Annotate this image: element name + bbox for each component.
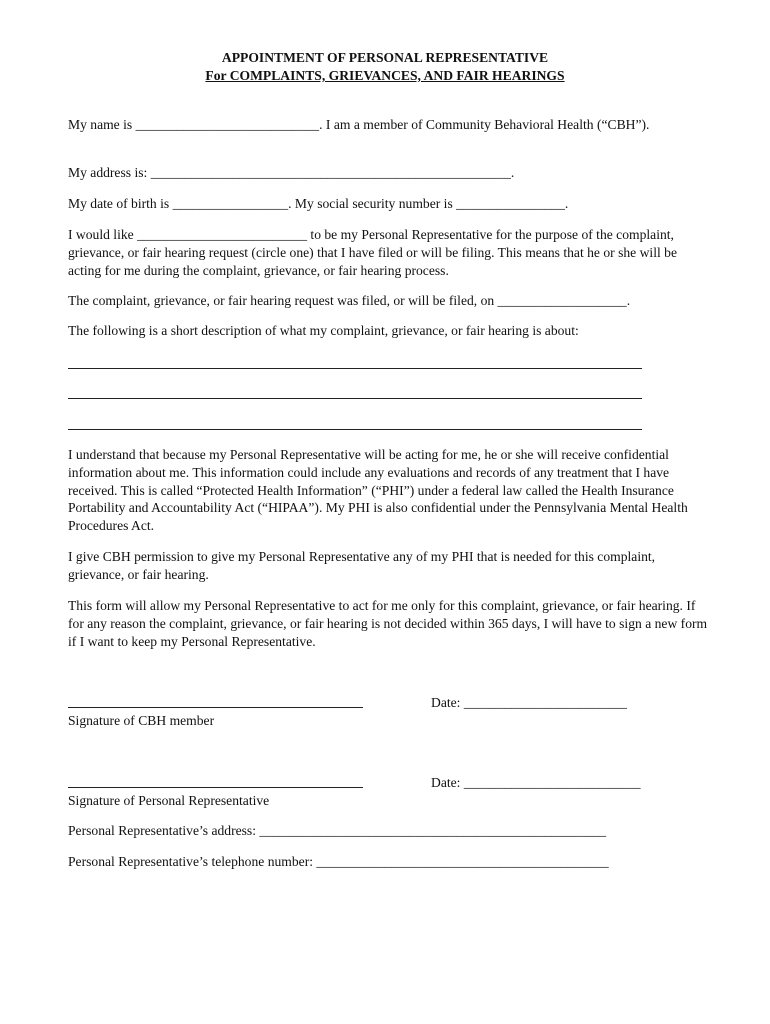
member-name-paragraph: My name is ___________________________. I am a member of Community Behavioral Health (“CBH”).: [68, 117, 650, 132]
rep-date-field[interactable]: Date: __________________________: [431, 775, 641, 790]
permission-paragraph: I give CBH permission to give my Personal Representative any of my PHI that is needed for this complaint, grievance, or fair hearing.: [68, 549, 656, 582]
member-signature-line[interactable]: [68, 707, 363, 708]
form-subtitle: For COMPLAINTS, GRIEVANCES, AND FAIR HEARINGS: [205, 67, 565, 83]
duration-paragraph: This form will allow my Personal Representative to act for me only for this complaint, grievance, or fair hearing. If for any reason the complaint, grievance, or fair hearing is not decided within 365 days, I will have to sign a new form if I want to keep my Personal Representative.: [68, 598, 708, 649]
rep-signature-line[interactable]: [68, 787, 363, 788]
description-line-1[interactable]: [68, 368, 642, 369]
rep-signature-label: Signature of Personal Representative: [68, 793, 270, 808]
description-line-2[interactable]: [68, 398, 642, 399]
description-intro: The following is a short description of what my complaint, grievance, or fair hearing is about:: [68, 323, 579, 338]
description-line-3[interactable]: [68, 429, 642, 430]
filed-on-paragraph: The complaint, grievance, or fair hearing request was filed, or will be filed, on ___________________.: [68, 293, 631, 308]
phi-paragraph: I understand that because my Personal Representative will be acting for me, he or she will receive confidential information about me. This information could include any evaluations and records of any treatment that I have received. This is called “Protected Health Information” (“PHI”) under a federal law called the Health Insurance Portability and Accountability Act (“HIPAA”). My PHI is also confidential under the Pennsylvania Mental Health Procedures Act.: [68, 447, 688, 534]
form-title: APPOINTMENT OF PERSONAL REPRESENTATIVE: [221, 50, 549, 65]
appointment-paragraph: I would like _________________________ to be my Personal Representative for the purpose of the complaint, grievance, or fair hearing request (circle one) that I have filed or will be filing. This means that he or she will be acting for me during the complaint, grievance, or fair hearing process.: [68, 227, 677, 278]
address-paragraph: My address is: _____________________________________________________.: [68, 165, 515, 180]
dob-ssn-paragraph: My date of birth is _________________. My social security number is ________________.: [68, 196, 569, 211]
member-signature-label: Signature of CBH member: [68, 713, 215, 728]
member-date-field[interactable]: Date: ________________________: [431, 695, 627, 710]
rep-address-field[interactable]: Personal Representative’s address: ___________________________________________________: [68, 823, 607, 838]
form-header: [0, 49, 770, 85]
rep-phone-field[interactable]: Personal Representative’s telephone number: ___________________________________________: [68, 854, 609, 869]
